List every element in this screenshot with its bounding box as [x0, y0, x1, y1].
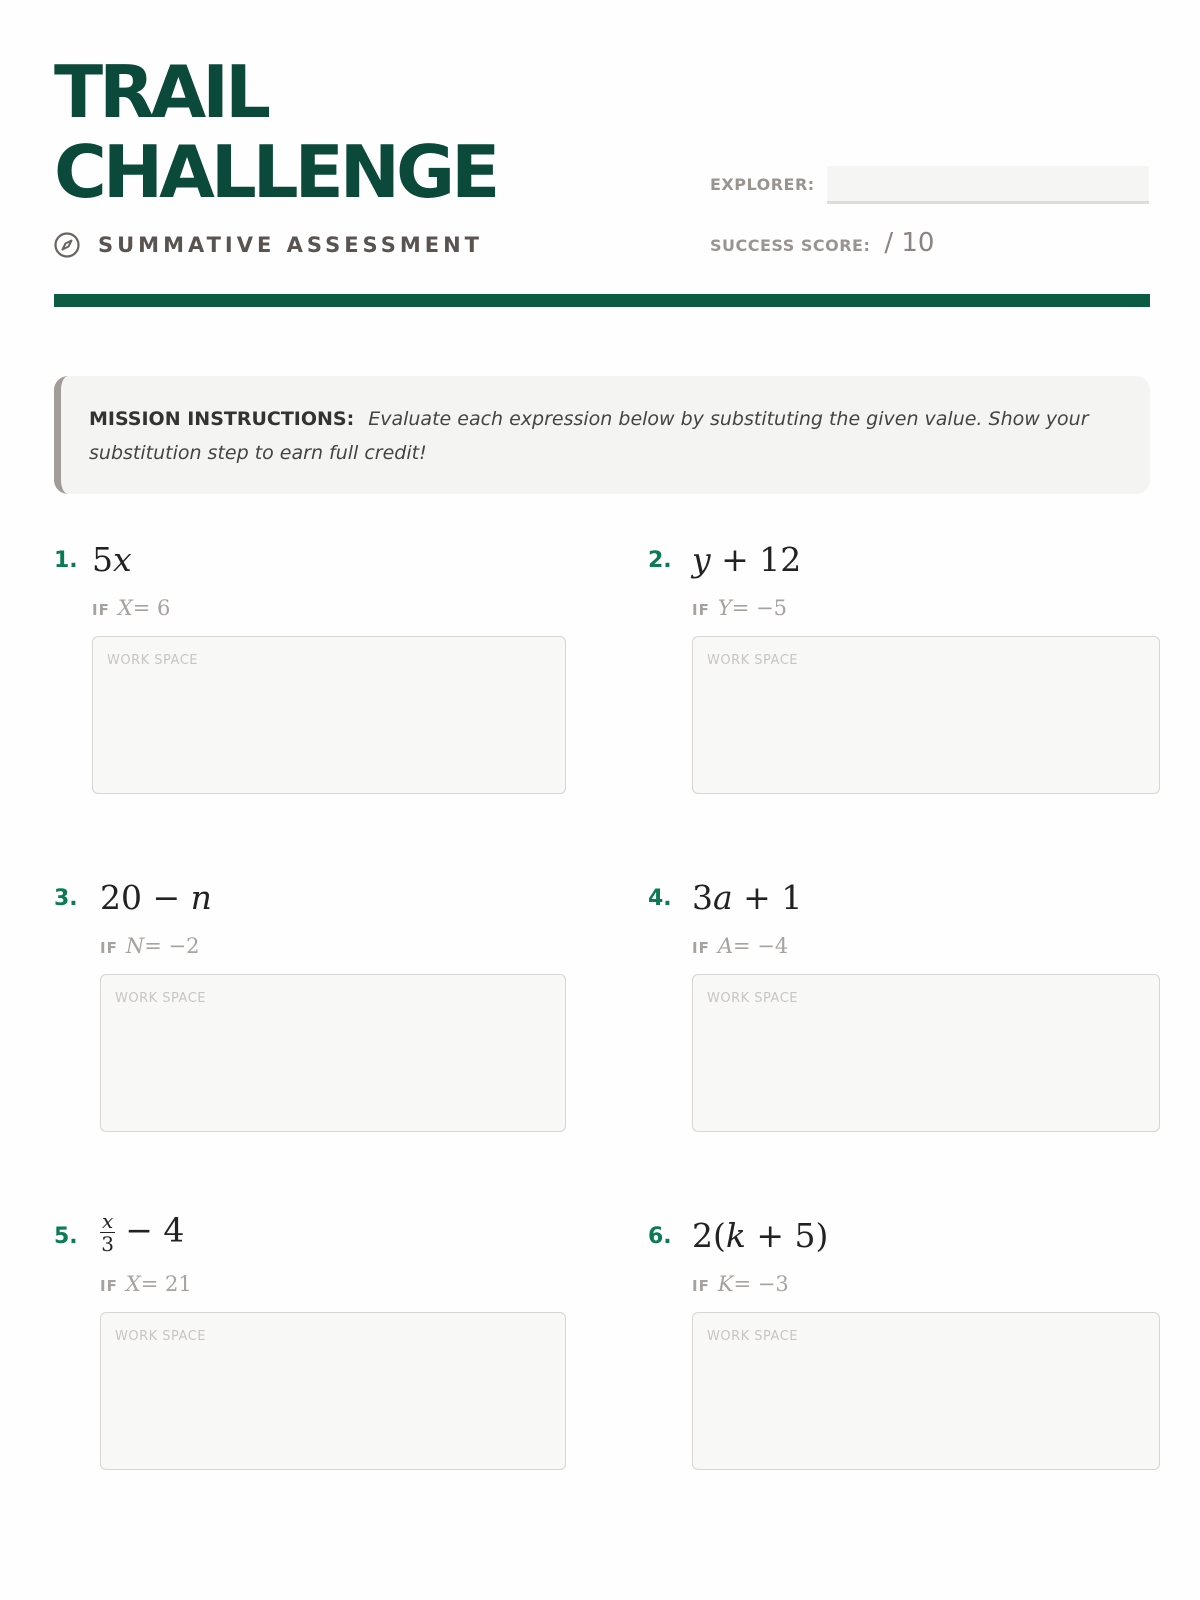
problem-number: 2. — [648, 548, 672, 573]
fraction: $\frac{x}{3}$ — [101, 1209, 114, 1256]
problem-condition: IF A= −4 — [692, 934, 789, 958]
explorer-label: EXPLORER: — [710, 175, 815, 194]
page-title — [54, 52, 496, 212]
work-space[interactable] — [692, 636, 1160, 794]
title-line-1: TRAIL — [54, 50, 267, 134]
work-space-label: WORK SPACE — [707, 1329, 798, 1344]
work-space[interactable] — [692, 974, 1160, 1132]
problem-expression: y + 12 — [692, 540, 802, 579]
problem-condition: IF X= 21 — [100, 1272, 192, 1296]
work-space[interactable] — [100, 1312, 566, 1470]
instructions-box — [54, 376, 1150, 494]
problem-expression: 2(k + 5) — [692, 1216, 829, 1255]
problem-number: 6. — [648, 1224, 672, 1249]
work-space[interactable] — [100, 974, 566, 1132]
problem-number: 4. — [648, 886, 672, 911]
problem-number: 3. — [54, 886, 78, 911]
problem-condition: IF K= −3 — [692, 1272, 789, 1296]
subtitle-text: SUMMATIVE ASSESSMENT — [98, 233, 483, 257]
instructions-label: MISSION INSTRUCTIONS: — [89, 408, 355, 430]
work-space-label: WORK SPACE — [707, 991, 798, 1006]
problem-condition: IF Y= −5 — [692, 596, 787, 620]
problem-condition: IF N= −2 — [100, 934, 200, 958]
explorer-field-group — [710, 166, 1149, 204]
problem-expression: 5x — [92, 540, 132, 579]
work-space-label: WORK SPACE — [107, 653, 198, 668]
problem-expression: 3a + 1 — [692, 878, 803, 917]
header-divider — [54, 294, 1150, 307]
problem-number: 1. — [54, 548, 78, 573]
explorer-input[interactable] — [827, 166, 1149, 204]
work-space-label: WORK SPACE — [115, 1329, 206, 1344]
work-space[interactable] — [92, 636, 566, 794]
score-label: SUCCESS SCORE: — [710, 236, 871, 255]
problem-condition: IF X= 6 — [92, 596, 171, 620]
problem-expression: $\frac{x}{3}$ − 4 — [101, 1209, 185, 1256]
subtitle — [54, 232, 483, 258]
title-line-2: CHALLENGE — [54, 130, 497, 214]
problem-expression: 20 − n — [100, 878, 212, 917]
work-space[interactable] — [692, 1312, 1160, 1470]
score-value: / 10 — [884, 228, 935, 258]
score-field-group — [710, 228, 934, 258]
compass-icon — [54, 232, 80, 258]
work-space-label: WORK SPACE — [115, 991, 206, 1006]
work-space-label: WORK SPACE — [707, 653, 798, 668]
problem-number: 5. — [54, 1224, 78, 1249]
instructions-text: Evaluate each expression below by substituting the given value. Show your substitution step to earn full credit! — [89, 408, 1089, 464]
